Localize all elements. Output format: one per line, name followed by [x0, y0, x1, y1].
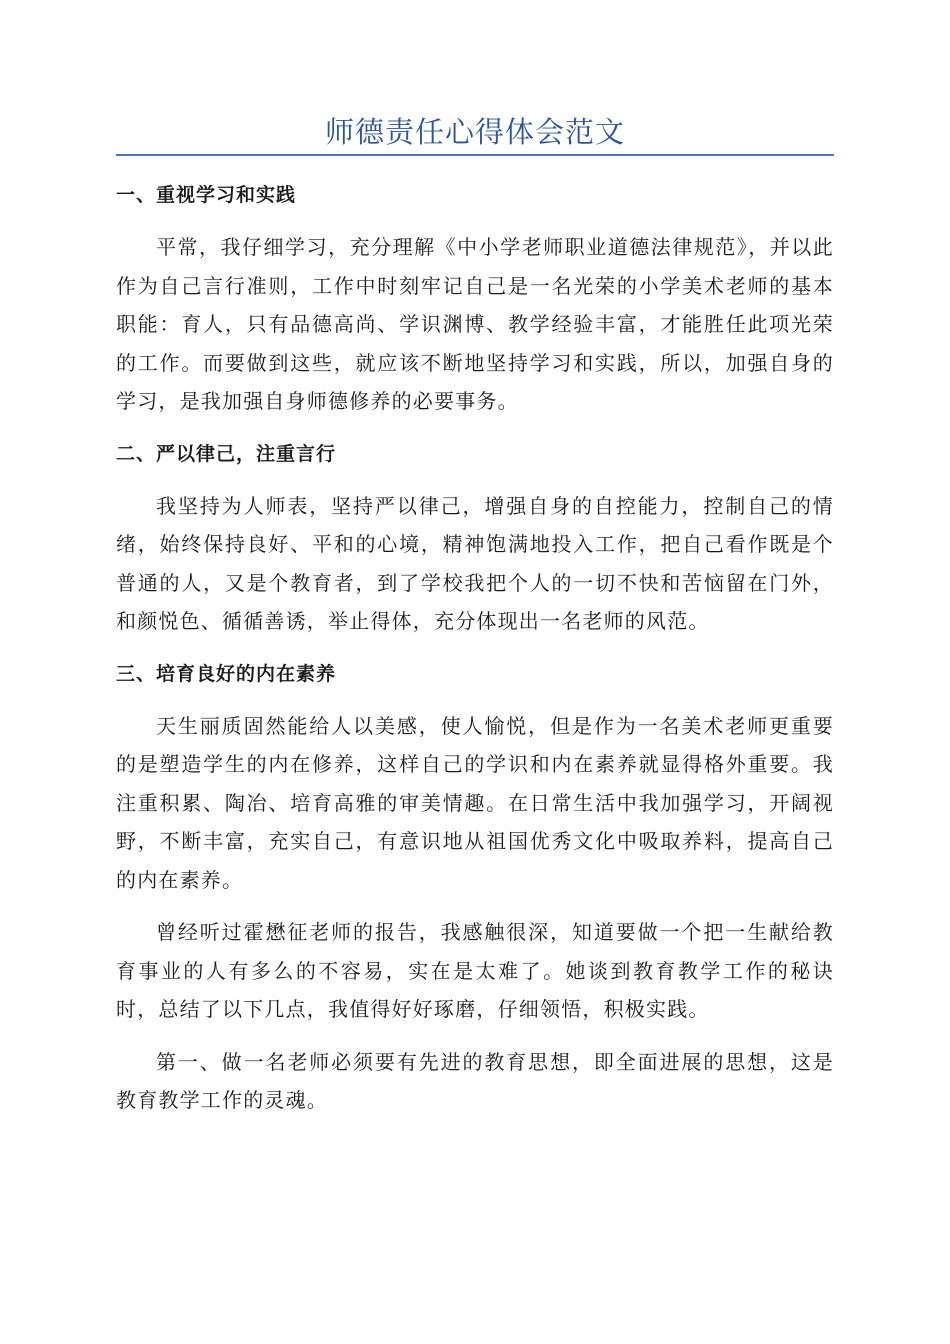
section-heading: 一、重视学习和实践 [116, 184, 297, 206]
section-3 [116, 655, 834, 1120]
document-body [116, 176, 834, 1134]
paragraph: 我坚持为人师表，坚持严以律己，增强自身的自控能力，控制自己的情绪，始终保持良好、平和的心境，精神饱满地投入工作，把自己看作既是个普通的人，又是个教育者，到了学校我把个人的一切不快和苦恼留在门外，和颜悦色、循循善诱，举止得体，充分体现出一名老师的风范。 [116, 493, 834, 633]
paragraph: 曾经听过霍懋征老师的报告，我感触很深，知道要做一个把一生献给教育事业的人有多么的不容易，实在是太难了。她谈到教育教学工作的秘诀时，总结了以下几点，我值得好好琢磨，仔细领悟，积极实践。 [116, 920, 834, 1021]
paragraph: 平常，我仔细学习，充分理解《中小学老师职业道德法律规范》，并以此作为自己言行准则，工作中时刻牢记自己是一名光荣的小学美术老师的基本职能：育人，只有品德高尚、学识渊博、教学经验丰富，才能胜任此项光荣的工作。而要做到这些，就应该不断地坚持学习和实践，所以，加强自身的学习，是我加强自身师德修养的必要事务。 [116, 235, 834, 413]
section-heading: 二、严以律己，注重言行 [116, 442, 337, 465]
section-1 [116, 176, 834, 421]
document-title: 师德责任心得体会范文 [324, 115, 625, 149]
section-heading: 三、培育良好的内在素养 [116, 662, 337, 685]
paragraph: 第一、做一名老师必须要有先进的教育思想，即全面进展的思想，这是教育教学工作的灵魂。 [116, 1049, 834, 1112]
paragraph: 天生丽质固然能给人以美感，使人愉悦，但是作为一名美术老师更重要的是塑造学生的内在修养，这样自己的学识和内在素养就显得格外重要。我注重积累、陶冶、培育高雅的审美情趣。在日常生活中我加强学习，开阔视野，不断丰富，充实自己，有意识地从祖国优秀文化中吸取养料，提高自己的内在素养。 [116, 713, 834, 892]
title-underline [116, 154, 834, 156]
section-2 [116, 435, 834, 641]
